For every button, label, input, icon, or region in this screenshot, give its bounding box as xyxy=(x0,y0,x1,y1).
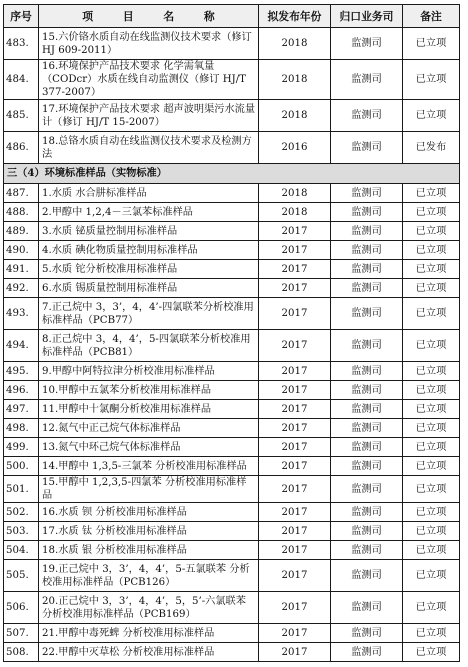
row-project-name: 6.水质 锡质量控制用标准样品 xyxy=(39,279,259,298)
row-department: 监测司 xyxy=(331,438,403,457)
table-row xyxy=(4,476,460,503)
row-planned-year: 2018 xyxy=(259,60,331,100)
row-serial-number: 495. xyxy=(4,362,39,381)
table-row xyxy=(4,330,460,362)
header-serial-number: 序号 xyxy=(4,5,39,28)
table-body xyxy=(4,28,460,662)
row-serial-number: 487. xyxy=(4,184,39,203)
table-row xyxy=(4,222,460,241)
row-remarks: 已立项 xyxy=(403,438,460,457)
row-department: 监测司 xyxy=(331,476,403,503)
row-planned-year: 2017 xyxy=(259,541,331,560)
row-project-name: 2.甲醇中 1,2,4－三氯苯标准样品 xyxy=(39,203,259,222)
row-planned-year: 2017 xyxy=(259,279,331,298)
row-department: 监测司 xyxy=(331,132,403,164)
table-row xyxy=(4,279,460,298)
table-row xyxy=(4,503,460,522)
row-planned-year: 2017 xyxy=(259,260,331,279)
row-remarks: 已立项 xyxy=(403,592,460,624)
row-planned-year: 2017 xyxy=(259,438,331,457)
row-planned-year: 2017 xyxy=(259,419,331,438)
row-planned-year: 2018 xyxy=(259,28,331,60)
row-project-name: 13.氮气中环己烷气体标准样品 xyxy=(39,438,259,457)
row-serial-number: 502. xyxy=(4,503,39,522)
row-remarks: 已立项 xyxy=(403,381,460,400)
row-project-name: 17.环境保护产品技术要求 超声波明渠污水流量计（修订 HJ/T 15-2007） xyxy=(39,100,259,132)
row-remarks: 已立项 xyxy=(403,476,460,503)
row-serial-number: 504. xyxy=(4,541,39,560)
row-project-name: 14.甲醇中 1,3,5-三氯苯 分析校准用标准样品 xyxy=(39,457,259,476)
row-planned-year: 2018 xyxy=(259,184,331,203)
row-remarks: 已立项 xyxy=(403,560,460,592)
row-department: 监测司 xyxy=(331,522,403,541)
row-planned-year: 2017 xyxy=(259,241,331,260)
section-header-row xyxy=(4,164,460,184)
row-planned-year: 2017 xyxy=(259,381,331,400)
row-serial-number: 498. xyxy=(4,419,39,438)
row-serial-number: 483. xyxy=(4,28,39,60)
row-planned-year: 2017 xyxy=(259,298,331,330)
row-project-name: 18.总铬水质自动在线监测仪技术要求及检测方法 xyxy=(39,132,259,164)
row-serial-number: 501. xyxy=(4,476,39,503)
header-department: 归口业务司 xyxy=(331,5,403,28)
table-row xyxy=(4,184,460,203)
row-planned-year: 2018 xyxy=(259,203,331,222)
row-department: 监测司 xyxy=(331,100,403,132)
row-serial-number: 493. xyxy=(4,298,39,330)
row-serial-number: 490. xyxy=(4,241,39,260)
row-department: 监测司 xyxy=(331,400,403,419)
row-project-name: 16.水质 钡 分析校准用标准样品 xyxy=(39,503,259,522)
row-department: 监测司 xyxy=(331,592,403,624)
row-project-name: 22.甲醇中灭草松 分析校准用标准样品 xyxy=(39,643,259,662)
header-remarks: 备注 xyxy=(403,5,460,28)
row-department: 监测司 xyxy=(331,279,403,298)
table-row xyxy=(4,298,460,330)
row-serial-number: 489. xyxy=(4,222,39,241)
row-remarks: 已立项 xyxy=(403,28,460,60)
row-project-name: 15.甲醇中 1,2,3,5-四氯苯 分析校准用标准样品 xyxy=(39,476,259,503)
table-row xyxy=(4,60,460,100)
row-remarks: 已立项 xyxy=(403,330,460,362)
standards-table xyxy=(3,4,460,662)
row-serial-number: 491. xyxy=(4,260,39,279)
row-remarks: 已立项 xyxy=(403,260,460,279)
table-row xyxy=(4,100,460,132)
row-department: 监测司 xyxy=(331,381,403,400)
row-planned-year: 2017 xyxy=(259,457,331,476)
row-planned-year: 2017 xyxy=(259,330,331,362)
row-remarks: 已发布 xyxy=(403,132,460,164)
table-row xyxy=(4,241,460,260)
header-planned-year: 拟发布年份 xyxy=(259,5,331,28)
header-project-name: 项 目 名 称 xyxy=(39,5,259,28)
row-department: 监测司 xyxy=(331,184,403,203)
table-row xyxy=(4,560,460,592)
row-remarks: 已立项 xyxy=(403,203,460,222)
row-planned-year: 2017 xyxy=(259,522,331,541)
row-project-name: 12.氮气中正己烷气体标准样品 xyxy=(39,419,259,438)
row-project-name: 5.水质 铊分析校准用标准样品 xyxy=(39,260,259,279)
table-row xyxy=(4,541,460,560)
row-remarks: 已立项 xyxy=(403,503,460,522)
row-planned-year: 2017 xyxy=(259,476,331,503)
row-department: 监测司 xyxy=(331,419,403,438)
row-serial-number: 485. xyxy=(4,100,39,132)
row-remarks: 已立项 xyxy=(403,541,460,560)
row-department: 监测司 xyxy=(331,222,403,241)
row-serial-number: 496. xyxy=(4,381,39,400)
row-department: 监测司 xyxy=(331,503,403,522)
row-serial-number: 500. xyxy=(4,457,39,476)
row-department: 监测司 xyxy=(331,362,403,381)
row-department: 监测司 xyxy=(331,298,403,330)
row-planned-year: 2017 xyxy=(259,362,331,381)
table-row xyxy=(4,400,460,419)
row-department: 监测司 xyxy=(331,457,403,476)
table-row xyxy=(4,643,460,662)
standards-table-container xyxy=(3,4,459,662)
row-project-name: 17.水质 钛 分析校准用标准样品 xyxy=(39,522,259,541)
row-remarks: 已立项 xyxy=(403,522,460,541)
table-row xyxy=(4,457,460,476)
table-row xyxy=(4,381,460,400)
row-serial-number: 499. xyxy=(4,438,39,457)
row-planned-year: 2017 xyxy=(259,560,331,592)
row-planned-year: 2017 xyxy=(259,592,331,624)
row-department: 监测司 xyxy=(331,624,403,643)
row-serial-number: 488. xyxy=(4,203,39,222)
row-department: 监测司 xyxy=(331,260,403,279)
table-row xyxy=(4,592,460,624)
row-department: 监测司 xyxy=(331,560,403,592)
row-remarks: 已立项 xyxy=(403,400,460,419)
table-row xyxy=(4,419,460,438)
table-row xyxy=(4,28,460,60)
row-project-name: 15.六价铬水质自动在线监测仪技术要求（修订HJ 609-2011） xyxy=(39,28,259,60)
table-row xyxy=(4,438,460,457)
row-remarks: 已立项 xyxy=(403,222,460,241)
row-remarks: 已立项 xyxy=(403,624,460,643)
row-department: 监测司 xyxy=(331,541,403,560)
row-serial-number: 494. xyxy=(4,330,39,362)
row-remarks: 已立项 xyxy=(403,457,460,476)
row-project-name: 18.水质 银 分析校准用标准样品 xyxy=(39,541,259,560)
row-department: 监测司 xyxy=(331,330,403,362)
table-row xyxy=(4,522,460,541)
section-title: 三（4）环境标准样品（实物标准） xyxy=(4,164,460,184)
row-serial-number: 503. xyxy=(4,522,39,541)
row-project-name: 8.正己烷中 3，4，4’，5-四氯联苯分析校准用标准样品（PCB81） xyxy=(39,330,259,362)
row-serial-number: 507. xyxy=(4,624,39,643)
row-planned-year: 2017 xyxy=(259,503,331,522)
table-header-row xyxy=(4,5,460,28)
row-project-name: 3.水质 铋质量控制用标准样品 xyxy=(39,222,259,241)
row-department: 监测司 xyxy=(331,643,403,662)
row-planned-year: 2017 xyxy=(259,400,331,419)
table-row xyxy=(4,260,460,279)
row-serial-number: 486. xyxy=(4,132,39,164)
row-project-name: 7.正己烷中 3，3’，4，4’-四氯联苯分析校准用标准样品（PCB77） xyxy=(39,298,259,330)
row-department: 监测司 xyxy=(331,241,403,260)
table-row xyxy=(4,624,460,643)
row-remarks: 已立项 xyxy=(403,419,460,438)
row-planned-year: 2018 xyxy=(259,100,331,132)
row-project-name: 10.甲醇中五氯苯分析校准用标准样品 xyxy=(39,381,259,400)
row-serial-number: 497. xyxy=(4,400,39,419)
row-remarks: 已立项 xyxy=(403,362,460,381)
row-department: 监测司 xyxy=(331,203,403,222)
row-planned-year: 2016 xyxy=(259,132,331,164)
row-project-name: 4.水质 碘化物质量控制用标准样品 xyxy=(39,241,259,260)
row-project-name: 11.甲醇中十氯酮分析校准用标准样品 xyxy=(39,400,259,419)
row-remarks: 已立项 xyxy=(403,241,460,260)
row-remarks: 已立项 xyxy=(403,60,460,100)
table-row xyxy=(4,132,460,164)
row-project-name: 21.甲醇中毒死蜱 分析校准用标准样品 xyxy=(39,624,259,643)
row-remarks: 已立项 xyxy=(403,643,460,662)
row-serial-number: 508. xyxy=(4,643,39,662)
row-department: 监测司 xyxy=(331,60,403,100)
row-planned-year: 2017 xyxy=(259,222,331,241)
row-project-name: 20.正己烷中 3，3’，4，4’，5，5’-六氯联苯 分析校准用标准样品（PCB169） xyxy=(39,592,259,624)
table-row xyxy=(4,362,460,381)
row-project-name: 19.正己烷中 3，3’，4，4’，5-五氯联苯 分析校准用标准样品（PCB126） xyxy=(39,560,259,592)
row-serial-number: 505. xyxy=(4,560,39,592)
row-project-name: 9.甲醇中阿特拉津分析校准用标准样品 xyxy=(39,362,259,381)
row-project-name: 16.环境保护产品技术要求 化学需氧量（CODcr）水质在线自动监测仪（修订 HJ/T 377-2007） xyxy=(39,60,259,100)
row-remarks: 已立项 xyxy=(403,298,460,330)
row-serial-number: 506. xyxy=(4,592,39,624)
row-serial-number: 492. xyxy=(4,279,39,298)
row-remarks: 已立项 xyxy=(403,100,460,132)
row-project-name: 1.水质 水合肼标准样品 xyxy=(39,184,259,203)
row-remarks: 已立项 xyxy=(403,184,460,203)
row-planned-year: 2017 xyxy=(259,643,331,662)
row-remarks: 已立项 xyxy=(403,279,460,298)
table-row xyxy=(4,203,460,222)
row-department: 监测司 xyxy=(331,28,403,60)
row-planned-year: 2017 xyxy=(259,624,331,643)
row-serial-number: 484. xyxy=(4,60,39,100)
